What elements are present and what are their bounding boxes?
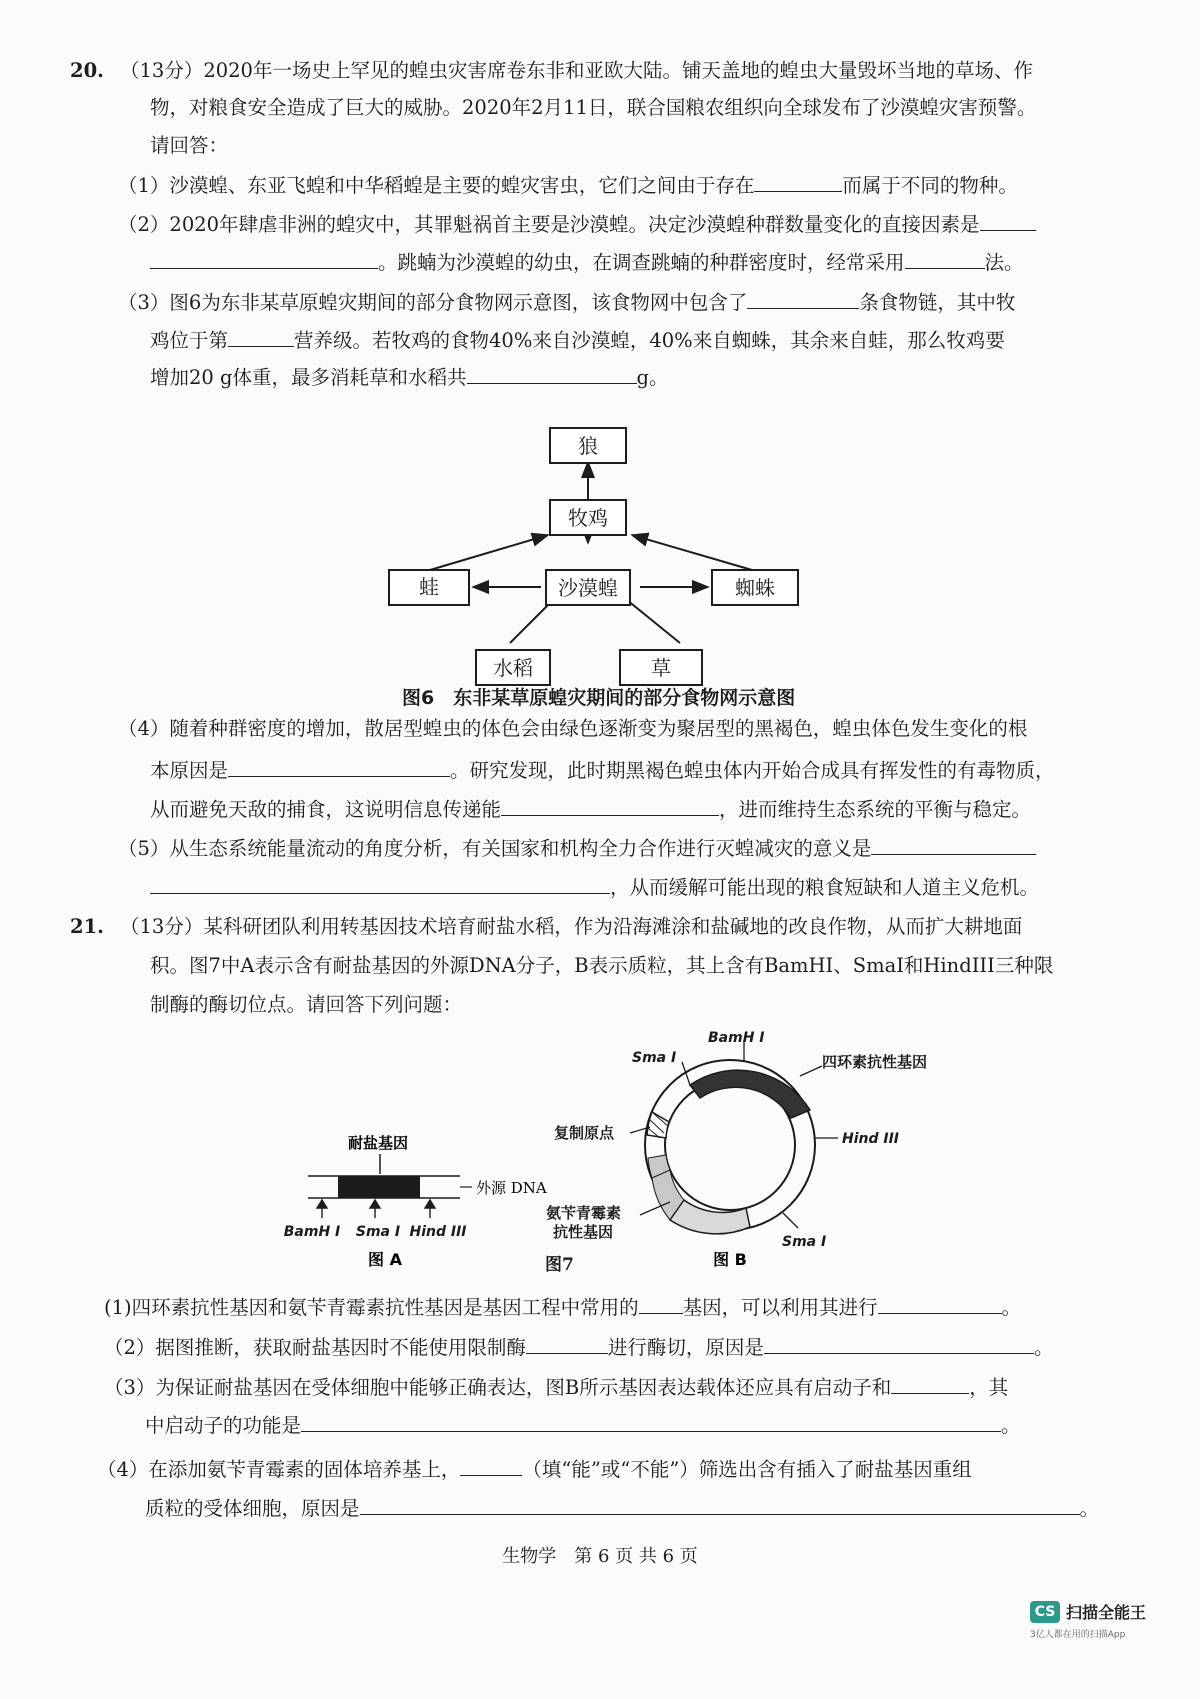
ampicillin-label-line1: 氨苄青霉素 [546, 1204, 622, 1222]
q20-part5-line1: （5）从生态系统能量流动的角度分析，有关国家和机构全力合作进行灭蝗减灾的意义是 [118, 836, 1036, 862]
figure-b-caption: 图 B [713, 1250, 747, 1269]
answer-blank[interactable] [228, 758, 450, 777]
site-smai: Sma I [355, 1224, 401, 1240]
answer-blank[interactable] [526, 1335, 608, 1354]
q21-part4-line1: （4）在添加氨苄青霉素的固体培养基上， （填“能”或“不能”）筛选出含有插入了耐盐基因重组 [97, 1458, 972, 1481]
tetracycline-gene-label: 四环素抗性基因 [822, 1053, 928, 1071]
q20-part3-line1: （3）图6为东非某草原蝗灾期间的部分食物网示意图，该食物网中包含了 条食物链，其中牧 [118, 291, 1016, 314]
figure-a-caption: 图 A [368, 1250, 402, 1269]
page-footer: 生物学 第 6 页 共 6 页 [502, 1546, 698, 1567]
answer-blank[interactable] [878, 1295, 1002, 1314]
q21-part3-line2: 中启动子的功能是 。 [145, 1414, 1021, 1437]
q20-part2-line1: （2）2020年肆虐非洲的蝗灾中，其罪魁祸首主要是沙漠蝗。决定沙漠蝗种群数量变化的直接因素是 [118, 212, 1036, 238]
answer-blank[interactable] [460, 1457, 522, 1476]
label-rice: 水稻 [493, 656, 533, 680]
q21-part1: (1)四环素抗性基因和氨苄青霉素抗性基因是基因工程中常用的 基因，可以利用其进行 。 [104, 1296, 1022, 1319]
cs-logo-icon: CS [1030, 1601, 1060, 1623]
label-chicken: 牧鸡 [568, 506, 608, 530]
label-grass: 草 [651, 656, 671, 680]
label-frog: 蛙 [419, 575, 439, 599]
label-locust: 沙漠蝗 [558, 576, 618, 600]
plasmid-site-bamhi: BamH I [708, 1030, 765, 1046]
q20-intro-line1: （13分）2020年一场史上罕见的蝗虫灾害席卷东非和亚欧大陆。铺天盖地的蝗虫大量毁坏当地的草场、作 [120, 59, 1033, 82]
q20-part5-line2: ，从而缓解可能出现的粮食短缺和人道主义危机。 [150, 875, 1039, 901]
answer-blank[interactable] [501, 797, 719, 816]
label-spider: 蜘蛛 [735, 576, 775, 600]
tetracycline-resistance-gene [690, 1070, 810, 1118]
label-wolf: 狼 [578, 434, 598, 458]
foreign-dna-label: 外源 DNA [476, 1179, 547, 1197]
scanner-app-name: 扫描全能王 [1066, 1603, 1147, 1622]
q20-intro-line2: 物，对粮食安全造成了巨大的威胁。2020年2月11日，联合国粮农组织向全球发布了沙漠蝗灾害预警。 [150, 96, 1037, 119]
ori-label: 复制原点 [554, 1124, 615, 1142]
q20-number: 20. [70, 59, 104, 82]
q20-part1: （1）沙漠蝗、东亚飞蝗和中华稻蝗是主要的蝗灾害虫，它们之间由于存在 而属于不同的物种。 [118, 174, 1018, 197]
q20-part4-line2: 本原因是 。研究发现，此时期黑褐色蝗虫体内开始合成具有挥发性的有毒物质， [150, 759, 1055, 782]
salt-gene-label: 耐盐基因 [348, 1134, 409, 1152]
ampicillin-label-line2: 抗性基因 [553, 1223, 614, 1241]
q20-part3-line2: 鸡位于第 营养级。若牧鸡的食物40%来自沙漠蝗，40%来自蜘蛛，其余来自蛙，那么牧鸡要 [150, 329, 1005, 352]
q21-part3-line1: （3）为保证耐盐基因在受体细胞中能够正确表达，图B所示基因表达载体还应具有启动子和 ，其 [104, 1376, 1009, 1399]
q21-number: 21. [70, 915, 104, 938]
figure-a-foreign-dna [270, 1120, 570, 1275]
answer-blank[interactable] [891, 1375, 969, 1394]
q21-intro-line2: 积。图7中A表示含有耐盐基因的外源DNA分子，B表示质粒，其上含有BamHI、SmaI和HindIII三种限 [150, 954, 1054, 977]
answer-blank[interactable] [871, 836, 1036, 855]
q21-part2: （2）据图推断，获取耐盐基因时不能使用限制酶 进行酶切，原因是 。 [104, 1336, 1054, 1359]
plasmid-site-smai-top: Sma I [632, 1050, 677, 1066]
site-bamhi: BamH I [283, 1224, 341, 1240]
q20-part3-line3: 增加20 g体重，最多消耗草和水稻共 g。 [150, 366, 669, 389]
figure-7-caption: 图7 [545, 1255, 574, 1275]
answer-blank[interactable] [301, 1413, 1001, 1432]
site-hindiii: Hind III [409, 1224, 467, 1240]
answer-blank[interactable] [150, 875, 610, 894]
answer-blank[interactable] [639, 1295, 683, 1314]
answer-blank[interactable] [764, 1335, 1034, 1354]
scanner-tagline: 3亿人都在用的扫描App [1030, 1630, 1126, 1640]
q21-intro-line1: （13分）某科研团队利用转基因技术培育耐盐水稻，作为沿海滩涂和盐碱地的改良作物，从而扩大耕地面 [120, 915, 1023, 938]
q20-part4-line3: 从而避免天敌的捕食，这说明信息传递能 ，进而维持生态系统的平衡与稳定。 [150, 798, 1032, 821]
salt-gene-segment [338, 1176, 420, 1198]
q21-part4-line2: 质粒的受体细胞，原因是 。 [145, 1497, 1100, 1520]
q20-intro-line3: 请回答： [150, 134, 229, 157]
plasmid-site-hindiii: Hind III [842, 1131, 900, 1147]
figure-6-caption: 图6 东非某草原蝗灾期间的部分食物网示意图 [402, 687, 796, 709]
scanner-watermark [1030, 1600, 1146, 1640]
plasmid-site-smai-bottom: Sma I [782, 1234, 827, 1250]
figure-6-food-web [0, 0, 1200, 720]
replication-origin [647, 1112, 669, 1138]
answer-blank[interactable] [360, 1496, 1080, 1515]
q20-part4-line1: （4）随着种群密度的增加，散居型蝗虫的体色会由绿色逐渐变为聚居型的黑褐色，蝗虫体色发生变化的根 [118, 717, 1028, 740]
q20-part2-line2: 。跳蝻为沙漠蝗的幼虫，在调查跳蝻的种群密度时，经常采用 法。 [150, 250, 1024, 276]
q21-intro-line3: 制酶的酶切位点。请回答下列问题： [150, 993, 463, 1016]
